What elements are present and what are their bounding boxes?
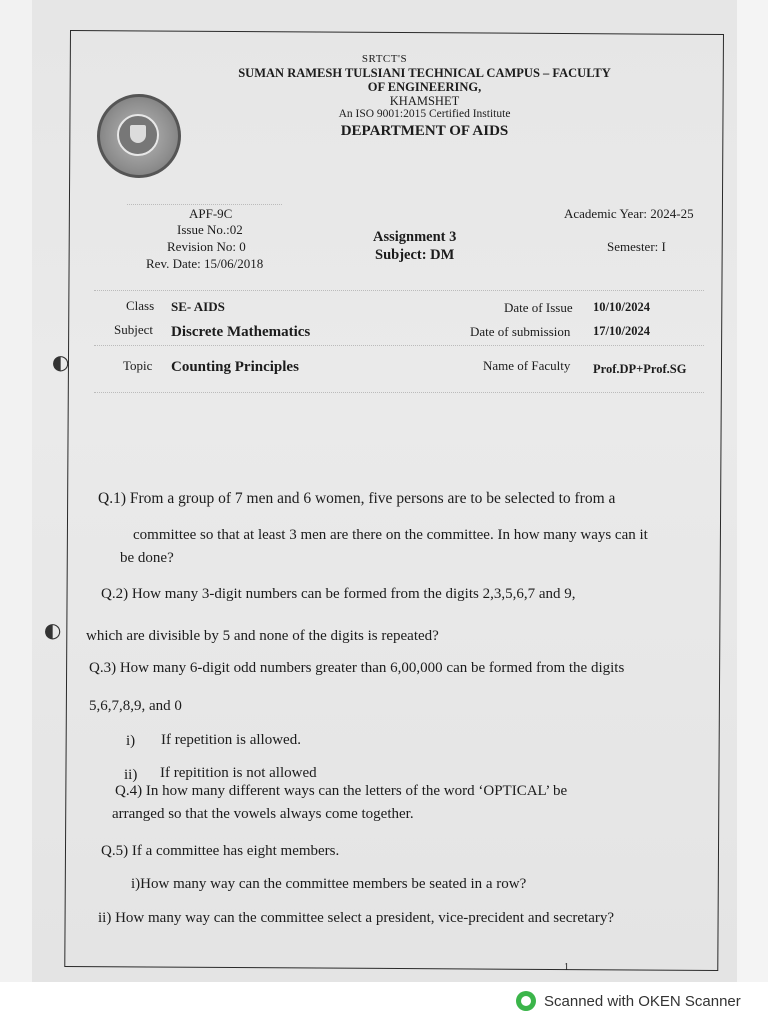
question-3-subpart-i: If repetition is allowed. bbox=[161, 732, 301, 748]
divider bbox=[94, 345, 704, 346]
question-3-subpart-ii-number: ii) bbox=[124, 767, 138, 783]
class-label: Class bbox=[126, 298, 155, 313]
scanner-text: Scanned with OKEN Scanner bbox=[544, 992, 741, 1010]
subject-value: Discrete Mathematics bbox=[171, 324, 311, 340]
divider bbox=[94, 392, 704, 393]
date-of-issue-value: 10/10/2024 bbox=[593, 300, 650, 314]
question-3-subpart-i-number: i) bbox=[126, 733, 136, 749]
question-5-subpart-i: i)How many way can the committee members be seated in a row? bbox=[131, 876, 527, 892]
semester: Semester: I bbox=[607, 239, 666, 254]
revision-number: Revision No: 0 bbox=[167, 239, 246, 254]
question-5-subpart-ii: ii) How many way can the committee select a president, vice-precident and secretary? bbox=[98, 910, 615, 926]
trust-name: SRTCT'S bbox=[361, 53, 408, 65]
question-1-line2: committee so that at least 3 men are there on the committee. In how many ways can it bbox=[133, 527, 648, 543]
question-3-subpart-ii: If repitition is not allowed bbox=[160, 765, 317, 781]
question-1-line3: be done? bbox=[120, 550, 174, 566]
assignment-subject: Subject: DM bbox=[375, 247, 455, 263]
divider bbox=[94, 290, 704, 291]
college-seal-icon bbox=[97, 94, 181, 178]
academic-year: Academic Year: 2024-25 bbox=[564, 206, 694, 221]
question-5: Q.5) If a committee has eight members. bbox=[101, 843, 340, 859]
institute-name-line2: OF ENGINEERING, bbox=[367, 80, 482, 94]
scanned-page bbox=[32, 0, 737, 982]
date-of-submission-label: Date of submission bbox=[470, 324, 571, 339]
question-1-line1: Q.1) From a group of 7 men and 6 women, five persons are to be selected to from a bbox=[98, 490, 616, 507]
class-value: SE- AIDS bbox=[171, 299, 225, 314]
page-number: 1 bbox=[564, 962, 569, 973]
oken-scanner-logo-icon bbox=[516, 991, 536, 1011]
punch-hole-icon: ◐ bbox=[52, 350, 70, 374]
punch-hole-icon: ◐ bbox=[44, 618, 62, 642]
topic-label: Topic bbox=[123, 358, 153, 373]
question-4-line1: Q.4) In how many different ways can the letters of the word ‘OPTICAL’ be bbox=[115, 783, 568, 799]
city: KHAMSHET bbox=[389, 94, 460, 108]
question-2-line1: Q.2) How many 3-digit numbers can be formed from the digits 2,3,5,6,7 and 9, bbox=[101, 586, 576, 602]
revision-date: Rev. Date: 15/06/2018 bbox=[146, 256, 264, 271]
faculty-label: Name of Faculty bbox=[483, 358, 571, 373]
question-2-line2: which are divisible by 5 and none of the digits is repeated? bbox=[86, 628, 439, 644]
scan-right-margin bbox=[737, 0, 768, 982]
apf-code: APF-9C bbox=[189, 206, 233, 221]
date-of-submission-value: 17/10/2024 bbox=[593, 324, 650, 338]
subject-label: Subject bbox=[114, 322, 153, 337]
department-title: DEPARTMENT OF AIDS bbox=[340, 123, 509, 139]
faculty-value: Prof.DP+Prof.SG bbox=[593, 362, 687, 376]
scan-left-margin bbox=[0, 0, 32, 982]
issue-number: Issue No.:02 bbox=[177, 222, 243, 237]
question-3-line2: 5,6,7,8,9, and 0 bbox=[89, 698, 182, 714]
scanner-watermark bbox=[516, 990, 741, 1012]
question-3-line1: Q.3) How many 6-digit odd numbers greater than 6,00,000 can be formed from the digits bbox=[89, 660, 625, 676]
divider bbox=[127, 204, 282, 205]
assignment-title: Assignment 3 bbox=[373, 229, 457, 245]
iso-certification: An ISO 9001:2015 Certified Institute bbox=[338, 108, 511, 120]
date-of-issue-label: Date of Issue bbox=[504, 300, 573, 315]
topic-value: Counting Principles bbox=[171, 359, 299, 375]
question-4-line2: arranged so that the vowels always come together. bbox=[112, 806, 414, 822]
institute-name-line1: SUMAN RAMESH TULSIANI TECHNICAL CAMPUS – FACULTY bbox=[238, 66, 611, 80]
